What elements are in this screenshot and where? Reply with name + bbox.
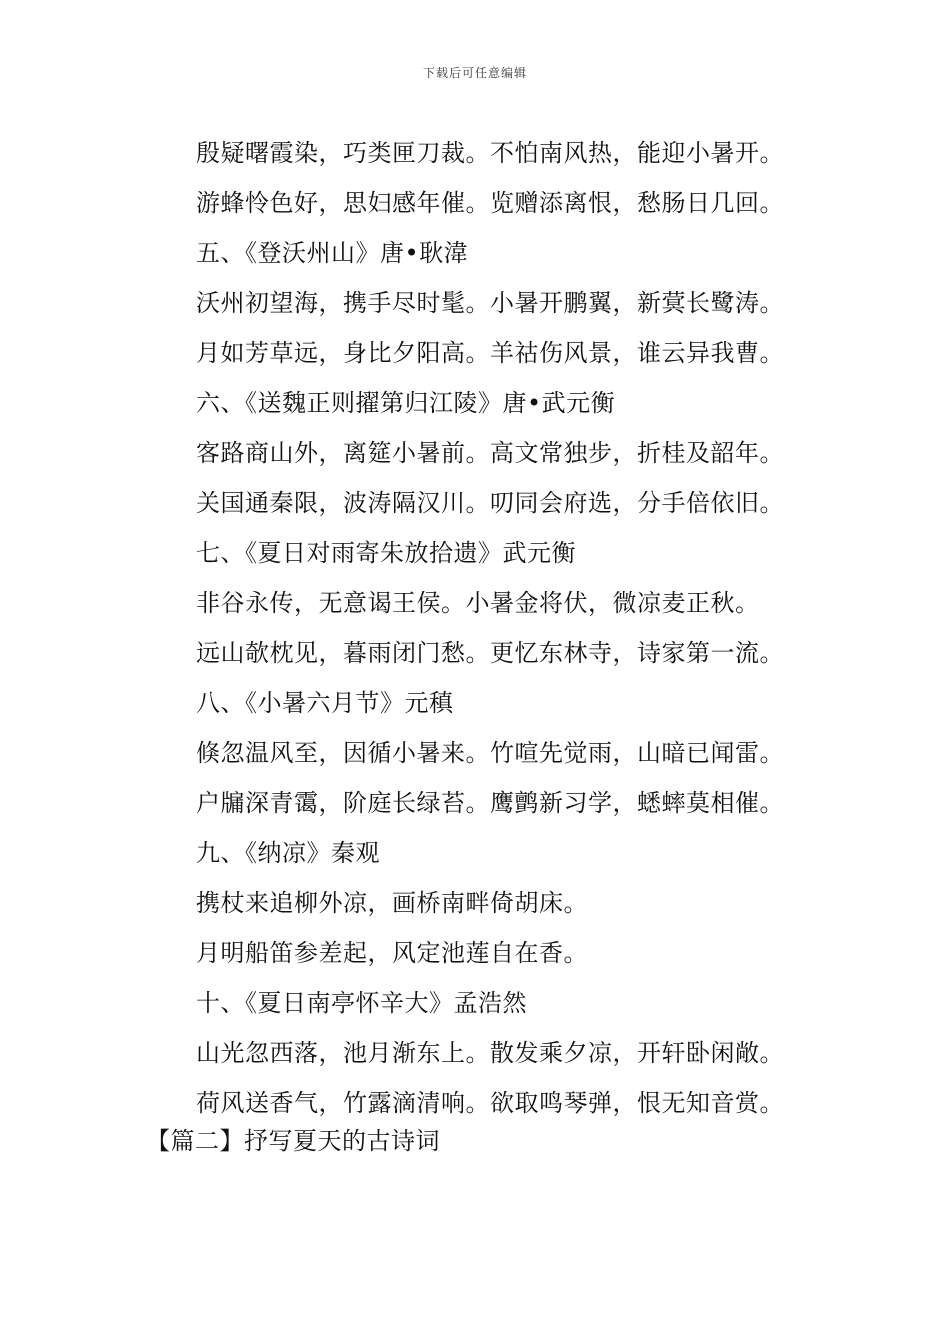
poem-title: 十、《夏日南亭怀辛大》孟浩然 [196,989,527,1017]
poem-line: 携杖来追柳外凉，画桥南畔倚胡床。 [196,889,588,917]
poem-line: 倏忽温风至，因循小暑来。竹喧先觉雨，山暗已闻雷。 [196,739,784,767]
poem-line: 山光忽西落，池月渐东上。散发乘夕凉，开轩卧闲敞。 [196,1039,784,1067]
poem-line: 户牖深青霭，阶庭长绿苔。鹰鹯新习学，蟋蟀莫相催。 [196,789,784,817]
poem-line: 殷疑曙霞染，巧类匣刀裁。不怕南风热，能迎小暑开。 [196,139,784,167]
poem-title: 七、《夏日对雨寄朱放拾遗》武元衡 [196,539,576,567]
poem-line: 沃州初望海，携手尽时髦。小暑开鹏翼，新蓂长鹭涛。 [196,289,784,317]
poem-title: 九、《纳凉》秦观 [196,839,380,867]
poem-line: 非谷永传，无意谒王侯。小暑金将伏，微凉麦正秋。 [196,589,760,617]
header-note: 下载后可任意编辑 [422,66,527,80]
poem-line: 关国通秦限，波涛隔汉川。叨同会府选，分手倍依旧。 [196,489,784,517]
poem-title: 八、《小暑六月节》元稹 [196,689,454,717]
poem-body [196,128,896,1128]
poem-title: 六、《送魏正则擢第归江陵》唐•武元衡 [196,389,616,417]
poem-title: 五、《登沃州山》唐•耿湋 [196,239,469,267]
poem-line: 月明船笛参差起，风定池莲自在香。 [196,939,588,967]
poem-line: 客路商山外，离筵小暑前。高文常独步，折桂及韶年。 [196,439,784,467]
poem-line: 月如芳草远，身比夕阳高。羊祜伤风景，谁云异我曹。 [196,339,784,367]
poem-line: 游蜂怜色好，思妇感年催。览赠添离恨，愁肠日几回。 [196,189,784,217]
poem-line: 荷风送香气，竹露滴清响。欲取鸣琴弹，恨无知音赏。 [196,1089,784,1117]
poem-line: 远山欹枕见，暮雨闭门愁。更忆东林寺，诗家第一流。 [196,639,784,667]
section-heading: 【篇二】抒写夏天的古诗词 [146,1127,440,1155]
